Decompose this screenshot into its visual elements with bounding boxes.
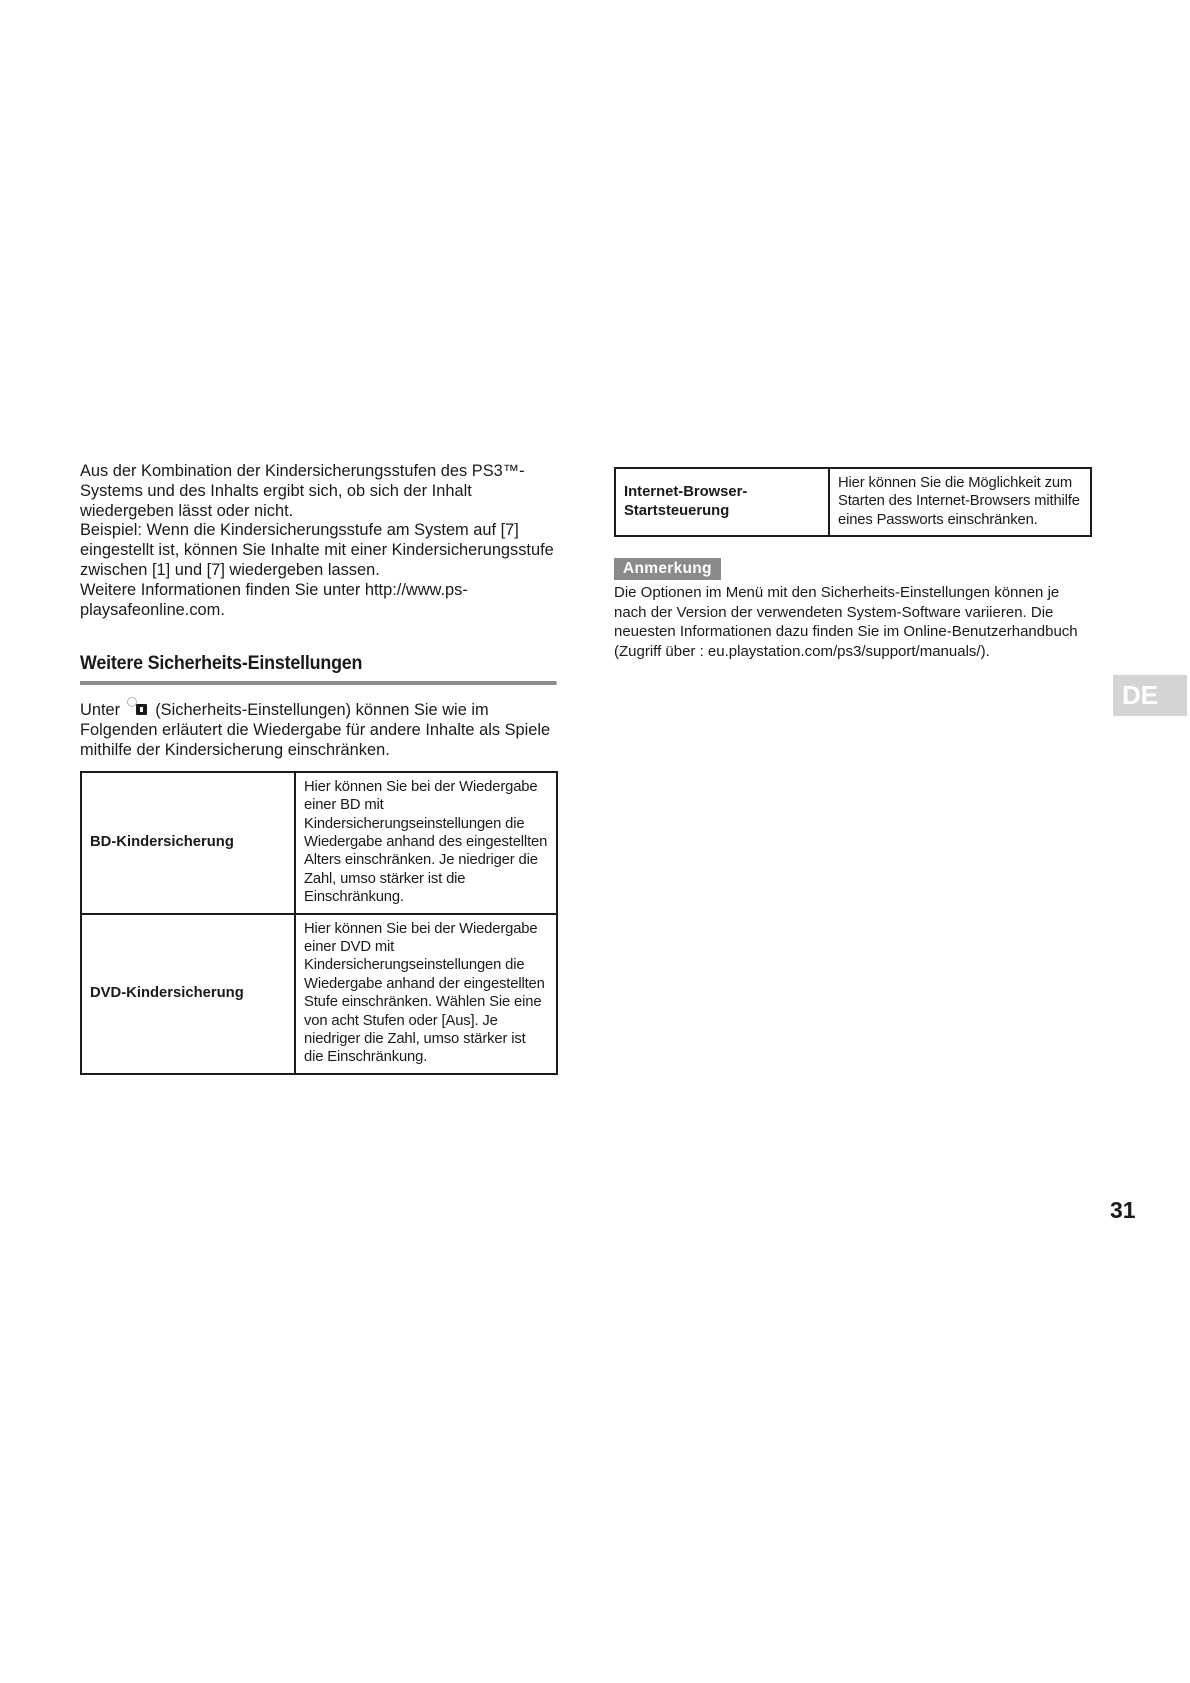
table-row [615,468,1091,536]
setting-name: BD-Kindersicherung [81,772,295,914]
table-row [81,772,557,914]
parental-control-table [80,771,558,1075]
paragraph-rating-combination: Aus der Kombination der Kindersicherungsstufen des PS3™-Systems und des Inhalts ergibt sich, ob sich der Inhalt wiedergeben lässt oder nicht. [80,462,525,520]
setting-description: Hier können Sie bei der Wiedergabe einer DVD mit Kindersicherungseinstellungen die Wiedergabe anhand der eingestellten Stufe einschränken. Wählen Sie eine von acht Stufen oder [Aus]. Je niedriger die Zahl, umso stärker ist die Einschränkung. [295,914,557,1074]
note-badge: Anmerkung [614,558,721,580]
right-column [614,467,1092,662]
security-settings-icon [125,699,151,717]
language-tab: DE [1113,675,1187,716]
intro-before-text: Unter [80,701,121,720]
setting-name: Internet-Browser-Startsteuerung [615,468,829,536]
section-intro [80,699,557,760]
paragraph-more-info: Weitere Informationen finden Sie unter http://www.ps-playsafeonline.com. [80,580,468,619]
setting-name: DVD-Kindersicherung [81,914,295,1074]
setting-description: Hier können Sie bei der Wiedergabe einer BD mit Kindersicherungseinstellungen die Wiedergabe anhand des eingestellten Alters einschränken. Je niedriger die Zahl, umso stärker ist die Einschränkung. [295,772,557,914]
table-row [81,914,557,1074]
left-column [80,462,557,1075]
setting-description: Hier können Sie die Möglichkeit zum Starten des Internet-Browsers mithilfe eines Passworts einschränken. [829,468,1091,536]
section-heading: Weitere Sicherheits-Einstellungen [80,653,557,685]
paragraph-example: Beispiel: Wenn die Kindersicherungsstufe am System auf [7] eingestellt ist, können Sie Inhalte mit einer Kindersicherungsstufe zwischen [1] und [7] wiedergeben lassen. [80,521,554,579]
note-text: Die Optionen im Menü mit den Sicherheits-Einstellungen können je nach der Version der verwendeten System-Software variieren. Die neuesten Informationen dazu finden Sie im Online-Benutzerhandbuch (Zugriff über : eu.playstation.com/ps3/support/manuals/). [614,584,1078,660]
intro-after-text: (Sicherheits-Einstellungen) können Sie wie im Folgenden erläutert die Wiedergabe für andere Inhalte als Spiele mithilfe der Kindersicherung einschränken. [80,701,551,759]
browser-control-table [614,467,1092,537]
page-number: 31 [1110,1197,1136,1223]
